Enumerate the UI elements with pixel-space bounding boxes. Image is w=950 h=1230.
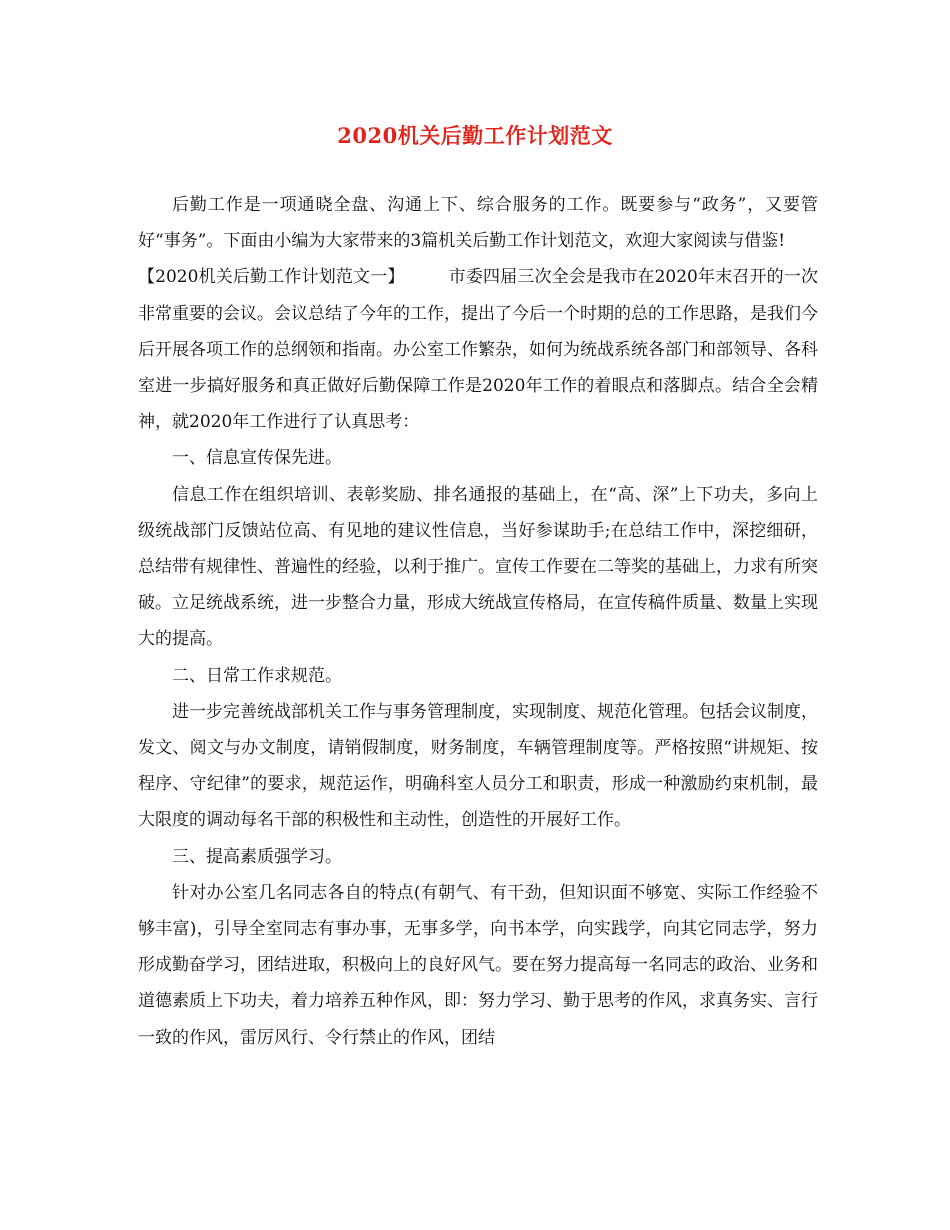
daily-work-paragraph: 进一步完善统战部机关工作与事务管理制度，实现制度、规范化管理。包括会议制度，发文、阅文与办文制度，请销假制度，财务制度，车辆管理制度等。严格按照“讲规矩、按程序、守纪律”的要求，规范运作，明确科室人员分工和职责，形成一种激励约束机制，最大限度的调动每名干部的积极性和主动性，创造性的开展好工作。: [138, 701, 818, 831]
study-paragraph: 针对办公室几名同志各自的特点(有朝气、有干劲，但知识面不够宽、实际工作经验不够丰富)，引导全室同志有事办事，无事多学，向书本学，向实践学，向其它同志学，努力形成勤奋学习，团结进取，积极向上的良好风气。要在努力提高每一名同志的政治、业务和道德素质上下功夫，着力培养五种作风，即：努力学习、勤于思考的作风，求真务实、言行一致的作风，雷厉风行、令行禁止的作风，团结: [138, 882, 818, 1048]
heading-daily-work: 二、日常工作求规范。: [172, 665, 342, 686]
info-publicity-paragraph: 信息工作在组织培训、表彰奖励、排名通报的基础上，在“高、深”上下功夫，多向上级统战部门反馈站位高、有见地的建议性信息，当好参谋助手;在总结工作中，深挖细研，总结带有规律性、普遍性的经验，以利于推广。宣传工作要在二等奖的基础上，力求有所突破。立足统战系统，进一步整合力量，形成大统战宣传格局，在宣传稿件质量、数量上实现大的提高。: [138, 484, 818, 650]
document-body: [138, 187, 818, 1056]
section-one-paragraph: [138, 259, 818, 440]
section-one-heading: 【2020机关后勤工作计划范文一】: [138, 267, 405, 288]
section-one-text: 市委四届三次全会是我市在2020年末召开的一次非常重要的会议。会议总结了今年的工作，提出了今后一个时期的总的工作思路，是我们今后开展各项工作的总纲领和指南。办公室工作繁杂，如何为统战系统各部门和部领导、各科室进一步搞好服务和真正做好后勤保障工作是2020年工作的着眼点和落脚点。结合全会精神，就2020年工作进行了认真思考：: [138, 267, 818, 433]
heading-study: 三、提高素质强学习。: [172, 846, 342, 867]
document-title: 2020机关后勤工作计划范文: [337, 123, 613, 148]
intro-paragraph: 后勤工作是一项通晓全盘、沟通上下、综合服务的工作。既要参与“政务”，又要管好“事务”。下面由小编为大家带来的3篇机关后勤工作计划范文，欢迎大家阅读与借鉴!: [138, 195, 818, 252]
heading-info-publicity: 一、信息宣传保先进。: [172, 448, 342, 469]
